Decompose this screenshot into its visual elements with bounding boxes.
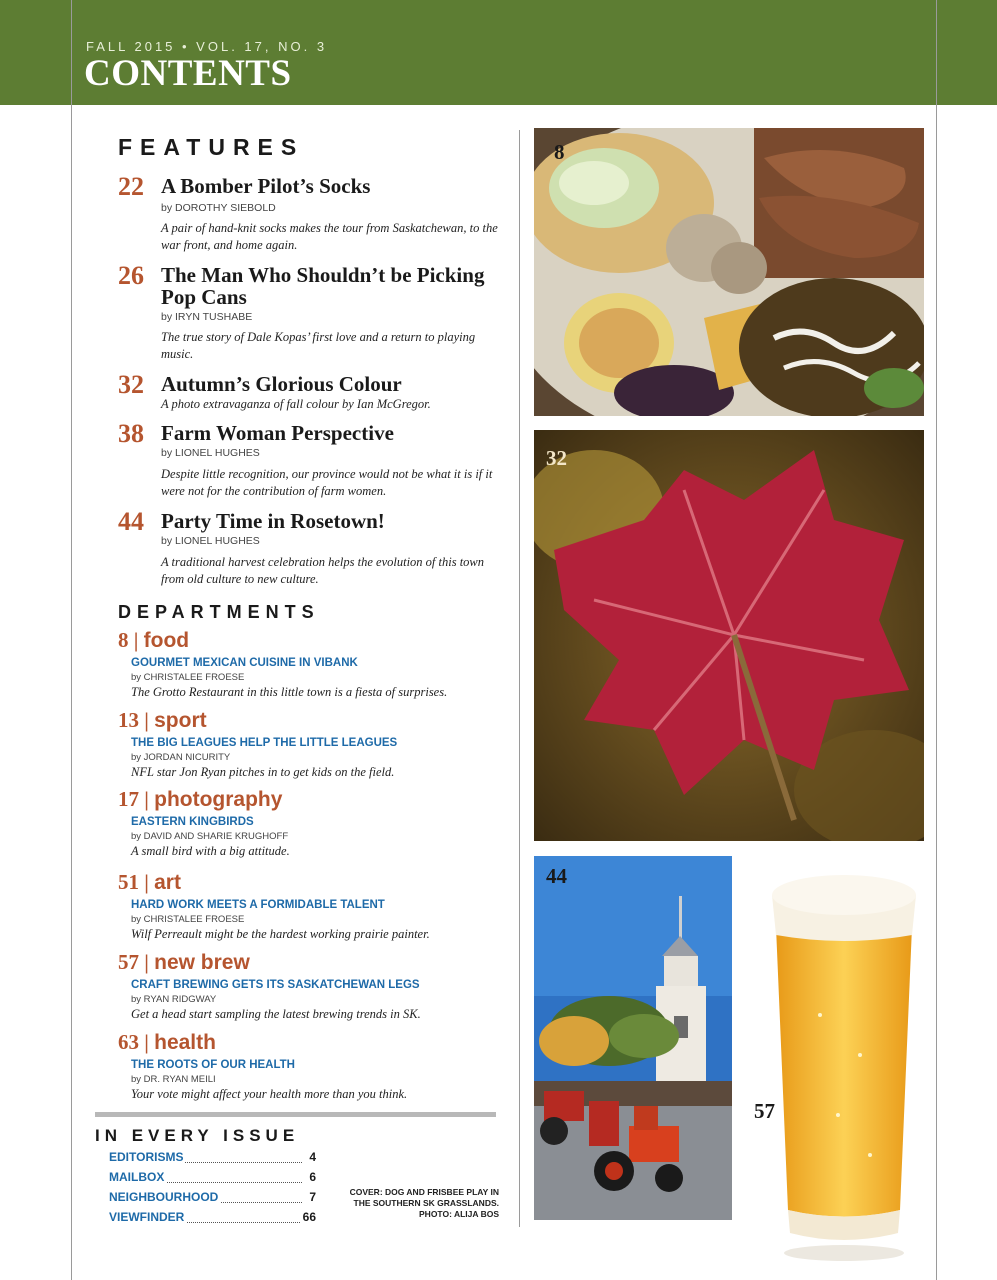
- issue-link-neighbourhood[interactable]: [109, 1190, 316, 1206]
- department-description: A small bird with a big attitude.: [131, 844, 290, 858]
- feature-title[interactable]: Farm Woman Perspective: [161, 421, 394, 445]
- department-item[interactable]: [118, 628, 513, 704]
- cover-credit-line: PHOTO: ALIJA BOS: [419, 1209, 499, 1219]
- feature-page-number: 26: [118, 261, 144, 290]
- department-page-number: 51: [118, 870, 139, 894]
- photo-page-number: 32: [546, 446, 567, 470]
- feature-item[interactable]: [118, 419, 513, 504]
- feature-description: A traditional harvest celebration helps the evolution of this town from old culture to new culture.: [161, 555, 485, 586]
- column-divider: [519, 130, 520, 1227]
- food-illustration: [534, 128, 924, 416]
- features-heading: FEATURES: [118, 134, 305, 160]
- issue-link-editorisms[interactable]: [109, 1150, 316, 1166]
- department-page-number: 57: [118, 950, 139, 974]
- photo-food[interactable]: [534, 128, 924, 416]
- feature-page-number: 32: [118, 370, 144, 399]
- department-byline: by DAVID AND SHARIE KRUGHOFF: [131, 831, 289, 842]
- feature-page-number: 44: [118, 507, 144, 536]
- issue-page-number: 6: [309, 1170, 316, 1184]
- feature-item[interactable]: [118, 172, 513, 252]
- department-item[interactable]: [118, 1030, 513, 1106]
- issue-label[interactable]: VIEWFINDER: [109, 1210, 185, 1224]
- department-item[interactable]: [118, 787, 513, 863]
- department-title[interactable]: HARD WORK MEETS A FORMIDABLE TALENT: [131, 899, 385, 911]
- cover-credit: [348, 1187, 499, 1220]
- leaf-illustration: [534, 430, 924, 841]
- photo-page-number: 8: [554, 140, 565, 164]
- issue-link-viewfinder[interactable]: [109, 1210, 316, 1226]
- feature-title[interactable]: A Bomber Pilot’s Socks: [161, 174, 371, 198]
- department-title[interactable]: CRAFT BREWING GETS ITS SASKATCHEWAN LEGS: [131, 979, 420, 991]
- department-separator: |: [139, 708, 155, 732]
- header-banner: [0, 0, 997, 105]
- department-page-number: 17: [118, 787, 139, 811]
- feature-item[interactable]: [118, 261, 513, 366]
- photo-page-number: 44: [546, 864, 567, 888]
- feature-description: The true story of Dale Kopas’ first love and a return to playing music.: [161, 330, 476, 361]
- issue-page-number: 66: [302, 1210, 316, 1224]
- department-description: The Grotto Restaurant in this little town is a fiesta of surprises.: [131, 685, 448, 699]
- department-separator: |: [139, 870, 155, 894]
- issue-label[interactable]: EDITORISMS: [109, 1150, 184, 1164]
- issue-label[interactable]: NEIGHBOURHOOD: [109, 1190, 219, 1204]
- department-byline: by DR. RYAN MEILI: [131, 1074, 216, 1085]
- department-title[interactable]: EASTERN KINGBIRDS: [131, 816, 254, 828]
- department-description: NFL star Jon Ryan pitches in to get kids on the field.: [131, 765, 395, 779]
- department-separator: |: [139, 787, 155, 811]
- feature-item[interactable]: [118, 370, 513, 415]
- department-byline: by RYAN RIDGWAY: [131, 994, 217, 1005]
- department-byline: by JORDAN NICURITY: [131, 752, 231, 763]
- department-byline: by CHRISTALEE FROESE: [131, 914, 245, 925]
- left-margin-rule: [71, 0, 72, 1280]
- every-issue-heading: IN EVERY ISSUE: [95, 1126, 300, 1145]
- cover-credit-line: COVER: DOG AND FRISBEE PLAY IN: [349, 1187, 499, 1197]
- issue-page-number: 4: [309, 1150, 316, 1164]
- issue-label[interactable]: MAILBOX: [109, 1170, 165, 1184]
- department-title[interactable]: GOURMET MEXICAN CUISINE IN VIBANK: [131, 657, 358, 669]
- department-category[interactable]: art: [154, 871, 181, 894]
- issue-page-number: 7: [309, 1190, 316, 1204]
- department-title[interactable]: THE BIG LEAGUES HELP THE LITTLE LEAGUES: [131, 737, 398, 749]
- feature-description: A pair of hand-knit socks makes the tour from Saskatchewan, to the war front, and home again.: [161, 221, 498, 252]
- department-byline: by CHRISTALEE FROESE: [131, 672, 245, 683]
- photo-leaf[interactable]: [534, 430, 924, 841]
- department-description: Get a head start sampling the latest brewing trends in SK.: [131, 1007, 421, 1021]
- right-margin-rule: [936, 0, 937, 1280]
- department-page-number: 63: [118, 1030, 139, 1054]
- department-item[interactable]: [118, 708, 513, 784]
- feature-title[interactable]: Autumn’s Glorious Colour: [161, 372, 402, 396]
- feature-page-number: 38: [118, 419, 144, 448]
- department-separator: |: [139, 950, 155, 974]
- department-page-number: 13: [118, 708, 139, 732]
- issue-line: FALL 2015 • VOL. 17, NO. 3: [86, 39, 328, 54]
- department-item[interactable]: [118, 870, 513, 946]
- feature-description: Despite little recognition, our province would not be what it is if it were not for the contribution of farm women.: [161, 467, 493, 498]
- feature-title[interactable]: Party Time in Rosetown!: [161, 509, 385, 533]
- department-separator: |: [128, 628, 144, 652]
- department-separator: |: [139, 1030, 155, 1054]
- department-category[interactable]: new brew: [154, 951, 250, 974]
- issue-link-mailbox[interactable]: [109, 1170, 316, 1186]
- department-category[interactable]: sport: [154, 709, 207, 732]
- feature-byline: by DOROTHY SIEBOLD: [161, 202, 276, 214]
- section-divider: [95, 1112, 496, 1117]
- department-page-number: 8: [118, 628, 129, 652]
- feature-byline: by IRYN TUSHABE: [161, 311, 253, 323]
- feature-title[interactable]: The Man Who Shouldn’t be Picking Pop Cans: [161, 263, 485, 309]
- tractor-illustration: [534, 856, 732, 1220]
- departments-heading: DEPARTMENTS: [118, 602, 320, 622]
- feature-byline: by LIONEL HUGHES: [161, 535, 260, 547]
- photo-page-number: 57: [754, 1099, 775, 1123]
- feature-description: A photo extravaganza of fall colour by Ian McGregor.: [161, 397, 431, 411]
- feature-page-number: 22: [118, 172, 144, 201]
- department-category[interactable]: photography: [154, 788, 283, 811]
- department-title[interactable]: THE ROOTS OF OUR HEALTH: [131, 1059, 295, 1071]
- department-item[interactable]: [118, 950, 513, 1026]
- page-title: CONTENTS: [84, 53, 292, 94]
- cover-credit-line: THE SOUTHERN SK GRASSLANDS.: [353, 1198, 499, 1208]
- department-description: Your vote might affect your health more than you think.: [131, 1087, 408, 1101]
- department-category[interactable]: food: [143, 629, 190, 652]
- photo-beer[interactable]: [750, 855, 936, 1265]
- beer-illustration: [750, 855, 936, 1265]
- feature-item[interactable]: [118, 507, 513, 592]
- photo-tractor[interactable]: [534, 856, 732, 1220]
- feature-byline: by LIONEL HUGHES: [161, 447, 260, 459]
- department-description: Wilf Perreault might be the hardest working prairie painter.: [131, 927, 430, 941]
- department-category[interactable]: health: [154, 1031, 216, 1054]
